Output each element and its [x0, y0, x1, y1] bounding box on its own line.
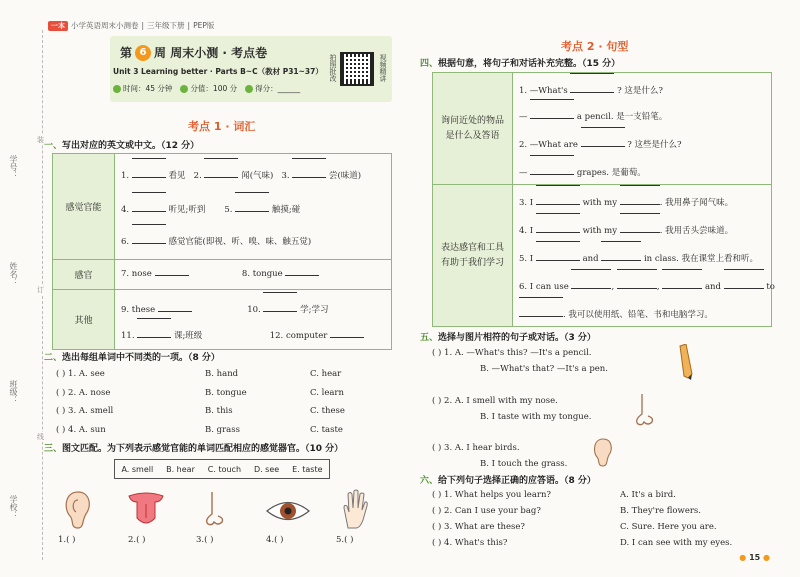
vocab-table: 感觉官能 1. 看见 2. 闻(气味) 3. 尝(味道) 4. 听见;听到 5. 触摸;碰 6. 感觉官能(即视、听、嗅、味、触五觉) 感官 7. nose 8. tongue 其他 9. these 10. 学;学习 11. 课;班级 12. computer — [52, 153, 392, 350]
answer-blank[interactable] — [724, 279, 764, 289]
q3-option: C. touch — [207, 464, 242, 474]
answer-blank[interactable] — [204, 168, 238, 178]
q5-heading: 五、选择与图片相符的句子或对话。（3 分） — [420, 333, 596, 343]
q5-row: ( ) 3. A. I hear birds. — [432, 443, 520, 453]
answer-blank[interactable] — [581, 137, 625, 147]
q2-option: B. hand — [205, 369, 239, 379]
cat-organs: 感官 — [53, 260, 115, 290]
q6-option: B. They're flowers. — [620, 506, 701, 516]
cat-ask-what: 询问近处的物品 是什么及答语 — [433, 73, 513, 185]
q2-option: C. hear — [310, 369, 342, 379]
answer-blank[interactable] — [530, 165, 574, 175]
q3-heading: 三、图文匹配。为下列表示感觉官能的单词匹配相应的感觉器官。（10 分） — [44, 444, 344, 454]
answer-blank[interactable] — [620, 195, 660, 205]
q5-row: B. I touch the grass. — [480, 459, 568, 469]
answer-blank[interactable] — [662, 279, 702, 289]
answer-blank[interactable] — [519, 307, 563, 317]
tongue-icon — [125, 488, 167, 528]
q2-option: C. taste — [310, 425, 343, 435]
q3-answer[interactable]: 3.( ) — [196, 535, 214, 545]
binding-line — [42, 30, 43, 560]
answer-blank[interactable] — [292, 168, 326, 178]
binding-mark: 线 — [37, 433, 44, 441]
binding-mark: 订 — [37, 286, 44, 294]
q6-option: C. Sure. Here you are. — [620, 522, 717, 532]
answer-blank[interactable] — [330, 330, 364, 338]
unit-subtitle: Unit 3 Learning better · Parts B~C（教材 P31~37） — [113, 67, 323, 76]
week-number: 6 — [135, 45, 151, 61]
q3-answer[interactable]: 5.( ) — [336, 535, 354, 545]
answer-blank[interactable] — [137, 328, 171, 338]
q2-option: C. these — [310, 406, 345, 416]
q5-row: B. I taste with my tongue. — [480, 412, 592, 422]
q2-option: B. grass — [205, 425, 240, 435]
exam-meta: 时间：45 分钟 分值：100 分 得分：______ — [113, 83, 300, 94]
cat-senses: 感觉官能 — [53, 154, 115, 260]
q6-row: ( ) 1. What helps you learn? — [432, 490, 551, 500]
edition: PEP版 — [193, 21, 215, 30]
q3-option: A. smell — [121, 464, 154, 474]
cat-other: 其他 — [53, 290, 115, 350]
side-label-name: 姓名： — [9, 262, 18, 286]
side-label-class: 班级： — [9, 380, 18, 404]
side-label-school: 学校： — [9, 495, 18, 519]
q2-option: B. tongue — [205, 388, 247, 398]
q2-heading: 二、选出每组单词中不同类的一项。（8 分） — [44, 353, 220, 363]
nose-icon — [198, 490, 228, 530]
score-icon — [180, 85, 188, 93]
answer-blank[interactable] — [601, 251, 641, 261]
q5-row: B. —What's that? —It's a pen. — [480, 364, 608, 374]
answer-blank[interactable] — [235, 202, 269, 212]
answer-blank[interactable] — [536, 251, 580, 261]
answer-blank[interactable] — [536, 195, 580, 205]
nose-icon — [630, 392, 656, 428]
pen-icon — [245, 85, 253, 93]
q2-row: ( ) 4. A. sun — [56, 425, 106, 435]
q6-option: A. It's a bird. — [620, 490, 676, 500]
brand-badge: 一本 — [48, 21, 68, 31]
answer-blank[interactable] — [620, 223, 660, 233]
q3-option: B. hear — [166, 464, 195, 474]
answer-blank[interactable] — [132, 168, 166, 178]
qr-label-left: 拍照批改 — [329, 54, 337, 82]
q5-row: ( ) 1. A. —What's this? —It's a pencil. — [432, 348, 592, 358]
q6-row: ( ) 2. Can I use your bag? — [432, 506, 541, 516]
answer-blank[interactable] — [263, 302, 297, 312]
ear-icon — [60, 488, 96, 532]
q3-answer[interactable]: 1.( ) — [58, 535, 76, 545]
q6-row: ( ) 4. What's this? — [432, 538, 508, 548]
side-label-id: 学号： — [9, 155, 18, 179]
answer-blank[interactable] — [571, 279, 611, 289]
binding-mark: 装 — [37, 136, 44, 144]
eye-icon — [265, 496, 311, 526]
q6-heading: 六、给下列句子选择正确的应答语。（8 分） — [420, 476, 596, 486]
q3-option-box — [114, 459, 330, 479]
q2-option: C. learn — [310, 388, 344, 398]
series-name: 小学英语周末小测卷 — [71, 21, 139, 30]
kp1-heading: 考点 1 · 词汇 — [188, 120, 256, 133]
answer-blank[interactable] — [132, 234, 166, 244]
pencil-icon — [676, 344, 696, 380]
qr-label-right: 视频精讲 — [379, 54, 387, 82]
q3-option: E. taste — [292, 464, 323, 474]
answer-blank[interactable] — [158, 304, 192, 312]
answer-blank[interactable] — [285, 268, 319, 276]
answer-blank[interactable] — [570, 83, 614, 93]
clock-icon — [113, 85, 121, 93]
q2-row: ( ) 1. A. see — [56, 369, 105, 379]
cat-senses-tools: 表达感官和工具 有助于我们学习 — [433, 185, 513, 327]
ear-icon — [590, 436, 616, 470]
q4-heading: 四、根据句意，将句子和对话补充完整。（15 分） — [420, 59, 621, 69]
q5-row: ( ) 2. A. I smell with my nose. — [432, 396, 558, 406]
q3-answer[interactable]: 2.( ) — [128, 535, 146, 545]
q3-option: D. see — [253, 464, 280, 474]
hand-icon — [338, 488, 372, 530]
q2-row: ( ) 2. A. nose — [56, 388, 111, 398]
q6-row: ( ) 3. What are these? — [432, 522, 525, 532]
answer-blank[interactable] — [536, 223, 580, 233]
q1-heading: 一、写出对应的英文或中文。（12 分） — [44, 141, 200, 151]
answer-blank[interactable] — [530, 109, 574, 119]
q6-option: D. I can see with my eyes. — [620, 538, 733, 548]
answer-blank[interactable] — [617, 279, 657, 289]
qr-code-icon[interactable] — [340, 52, 374, 86]
q2-row: ( ) 3. A. smell — [56, 406, 114, 416]
page-title: 第 6 周 周末小测 · 考点卷 — [120, 46, 268, 60]
page-number: ● 15 ● — [739, 553, 770, 562]
answer-blank[interactable] — [155, 268, 189, 276]
q2-option: B. this — [205, 406, 233, 416]
sentence-table: 询问近处的物品 是什么及答语 1. —What's ? 这是什么? — a pencil. 是一支铅笔。 2. —What are ? 这些是什么? — grapes. 是葡萄。 表达感官和工具 有助于我们学习 3. I with my . 我用鼻子闻气味。 4. I with my . 我用舌头尝味道。 5. I and in class. 我在课堂上看和听。 6. I can use , , and to . 我可以使用纸、铅笔、书和电脑学习。 — [432, 72, 772, 327]
kp2-heading: 考点 2 · 句型 — [561, 40, 629, 53]
answer-blank[interactable] — [132, 202, 166, 212]
running-header: 一本 小学英语周末小测卷 | 三年级下册 | PEP版 — [48, 20, 214, 31]
q3-answer[interactable]: 4.( ) — [266, 535, 284, 545]
grade: 三年级下册 — [147, 21, 185, 30]
